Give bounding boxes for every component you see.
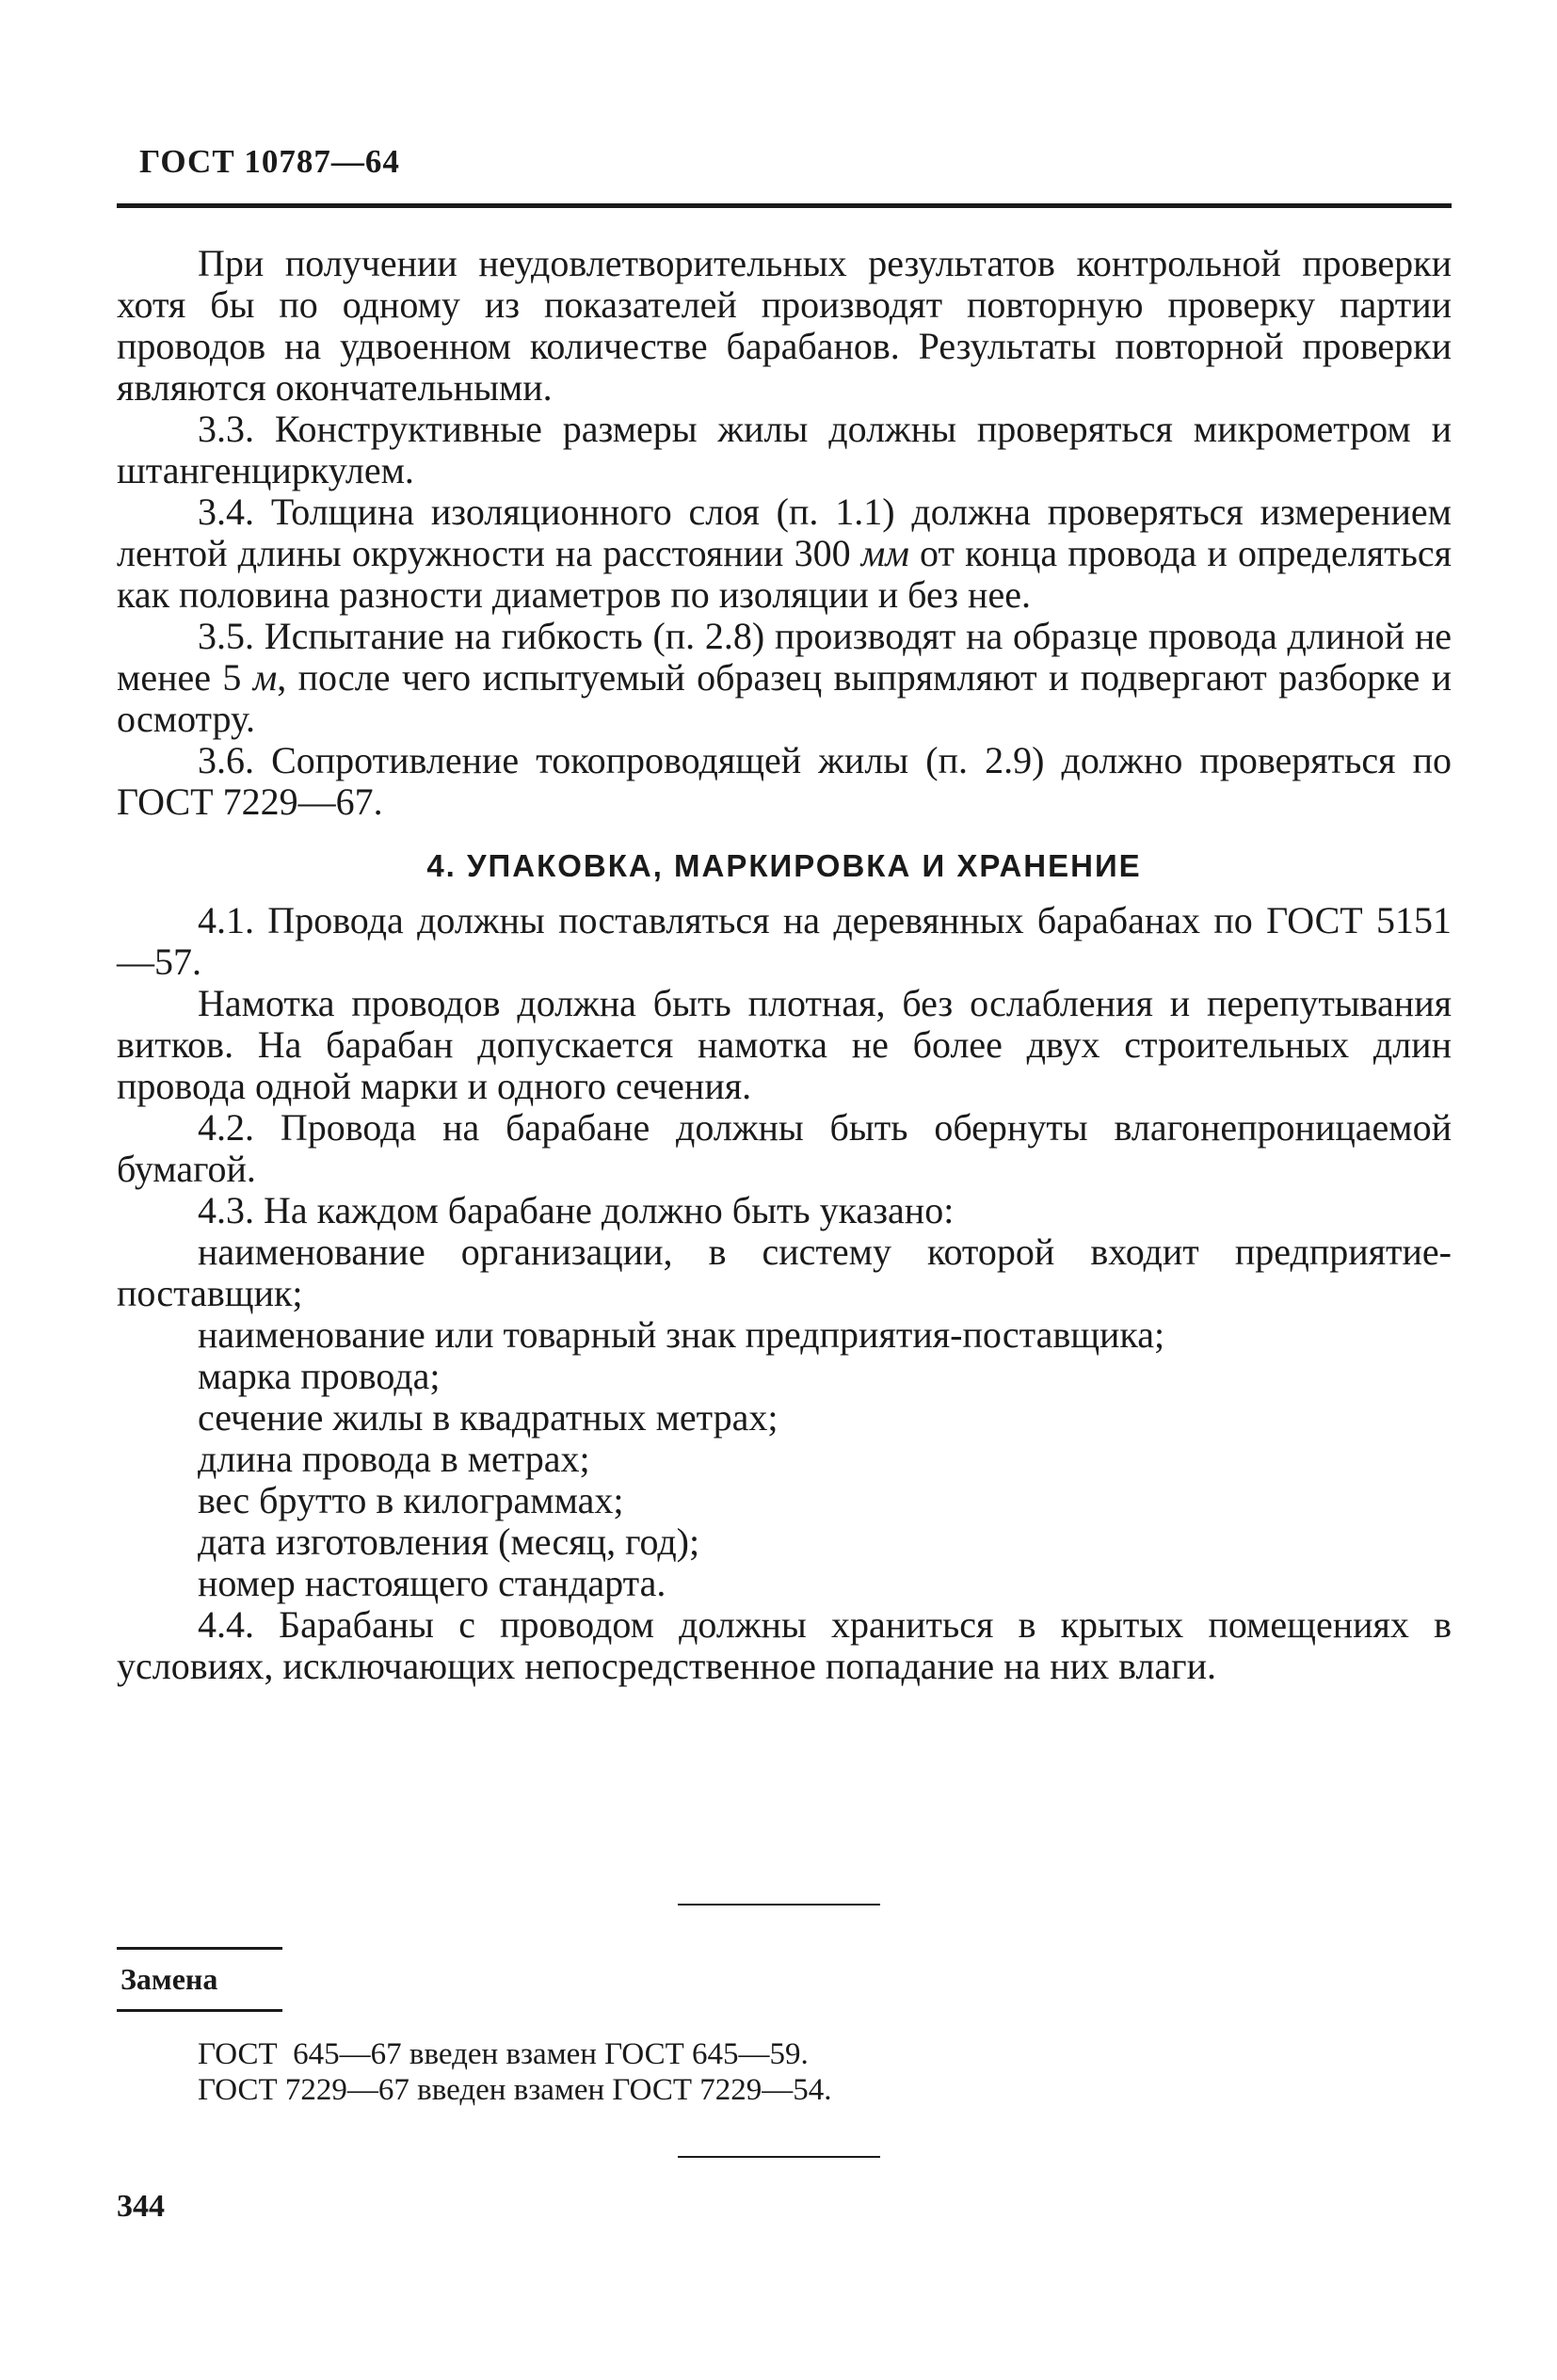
- paragraph-3-4-text-b: от конца провода и определяться как половина разности диаметров по изоляции и без нее.: [117, 532, 1452, 616]
- list-item: марка провода;: [198, 1355, 441, 1397]
- list-item: номер настоящего стандарта.: [198, 1562, 666, 1604]
- paragraph-retest: При получении неудовлетворительных результатов контрольной проверки хотя бы по одному из показателей производят повторную проверку партии проводов на удвоенном количестве барабанов. Результаты повторной проверки являются окончательными.: [117, 242, 1452, 409]
- list-item: дата изготовления (месяц, год);: [198, 1520, 700, 1563]
- zamena-rule-bottom: [117, 2009, 282, 2012]
- document-body: [117, 243, 1452, 1687]
- section-heading-4: 4. УПАКОВКА, МАРКИРОВКА И ХРАНЕНИЕ: [426, 848, 1142, 883]
- paragraph-4-3: 4.3. На каждом барабане должно быть указано:: [198, 1189, 955, 1231]
- page-number: 344: [117, 2189, 165, 2224]
- zamena-list: [198, 2036, 832, 2108]
- paragraph-3-5-text-a: 3.5. Испытание на гибкость (п. 2.8) производят на образце провода длиной не менее 5: [117, 615, 1452, 699]
- list-item: вес брутто в килограммах;: [198, 1479, 624, 1521]
- zamena-rule-top: [117, 1947, 282, 1950]
- zamena-line: ГОСТ 645—67 введен взамен ГОСТ 645—59.: [198, 2037, 809, 2071]
- unit-mm: мм: [860, 532, 909, 574]
- paragraph-4-1: 4.1. Провода должны поставляться на деревянных барабанах по ГОСТ 5151—57.: [117, 899, 1452, 983]
- list-item: наименование или товарный знак предприятия-поставщика;: [198, 1313, 1165, 1356]
- list-item: наименование организации, в систему которой входит предприятие-поставщик;: [117, 1230, 1452, 1314]
- separator-rule: [678, 2156, 880, 2158]
- zamena-line: ГОСТ 7229—67 введен взамен ГОСТ 7229—54.: [198, 2073, 832, 2107]
- paragraph-4-2: 4.2. Провода на барабане должны быть обернуты влагонепроницаемой бумагой.: [117, 1106, 1452, 1190]
- document-header-title: ГОСТ 10787—64: [139, 143, 400, 180]
- paragraph-3-4: [117, 491, 1452, 616]
- list-item: сечение жилы в квадратных метрах;: [198, 1396, 778, 1439]
- zamena-title: Замена: [120, 1962, 218, 1996]
- paragraph-3-5: [117, 616, 1452, 740]
- paragraph-3-3: 3.3. Конструктивные размеры жилы должны проверяться микрометром и штангенциркулем.: [117, 408, 1452, 491]
- paragraph-3-6: 3.6. Сопротивление токопроводящей жилы (п. 2.9) должно проверяться по ГОСТ 7229—67.: [117, 739, 1452, 823]
- header-rule: [117, 203, 1452, 208]
- list-item: длина провода в метрах;: [198, 1438, 590, 1480]
- paragraph-3-4-text-a: 3.4. Толщина изоляционного слоя (п. 1.1) должна проверяться измерением лентой длины окружности на расстоянии 300: [117, 490, 1452, 574]
- separator-rule: [678, 1904, 880, 1906]
- paragraph-winding: Намотка проводов должна быть плотная, без ослабления и перепутывания витков. На барабан допускается намотка не более двух строительных длин провода одной марки и одного сечения.: [117, 982, 1452, 1107]
- paragraph-3-5-text-b: , после чего испытуемый образец выпрямляют и подвергают разборке и осмотру.: [117, 656, 1452, 740]
- unit-m: м: [252, 656, 278, 699]
- paragraph-4-4: 4.4. Барабаны с проводом должны храниться в крытых помещениях в условиях, исключающих непосредственное попадание на них влаги.: [117, 1603, 1452, 1687]
